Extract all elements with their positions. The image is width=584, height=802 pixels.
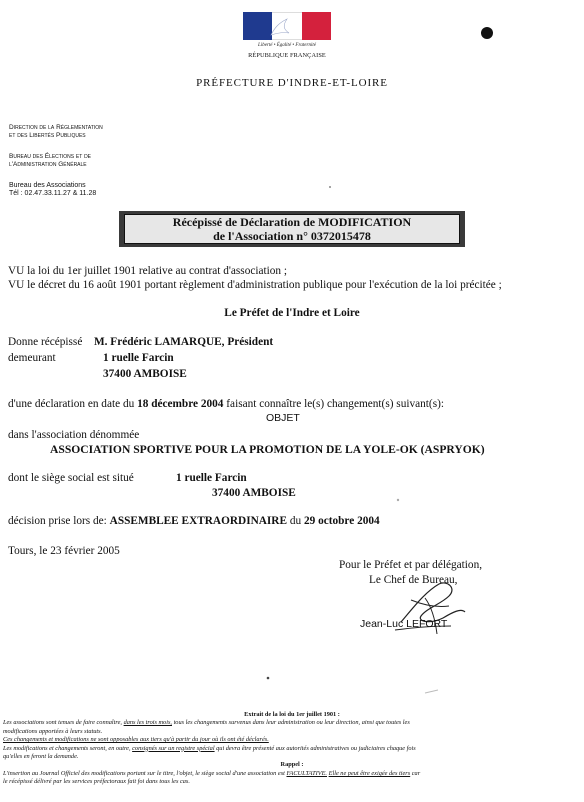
decision-du: du xyxy=(289,515,302,527)
extract-p1-underlined: dans les trois mois, xyxy=(123,719,172,727)
associations-bureau: Bureau des Associations xyxy=(9,182,86,189)
demeurant-label: demeurant xyxy=(8,352,56,364)
rappel-facultative: FACULTATIVE. xyxy=(286,769,328,777)
extract-p1 xyxy=(3,719,581,727)
extract-title: Extrait de la loi du 1er juillet 1901 : xyxy=(244,711,340,718)
extract-p2: Ces changements et modifications ne sont opposables aux tiers qu'à partir du jour où ils ont été déclarés. xyxy=(3,736,269,744)
direction-line1: Direction de la Réglementation xyxy=(9,124,103,131)
delegation-line: Pour le Préfet et par délégation, xyxy=(339,559,483,571)
siege-city: 37400 AMBOISE xyxy=(212,487,296,499)
republic-label: RÉPUBLIQUE FRANÇAISE xyxy=(248,52,326,59)
extract-p1-start: Les associations sont tenues de faire connaître, xyxy=(3,719,122,727)
declaration-prefix: d'une déclaration en date du xyxy=(8,398,135,410)
rappel-car: car xyxy=(411,769,421,777)
bureau-line1: Bureau des Élections et de xyxy=(9,153,92,160)
prefect-heading: Le Préfet de l'Indre et Loire xyxy=(224,307,360,319)
place-date: Tours, le 23 février 2005 xyxy=(8,545,120,557)
donne-label: Donne récépissé xyxy=(8,336,83,348)
declaration-date: 18 décembre 2004 xyxy=(137,398,224,410)
extract-p3 xyxy=(3,745,581,753)
extract-p3-underlined: consignés sur un registre spécial xyxy=(132,744,215,752)
association-label: dans l'association dénommée xyxy=(8,429,140,441)
decision-type: ASSEMBLEE EXTRAORDINAIRE xyxy=(109,515,287,527)
legal-basis-decree: VU le décret du 16 août 1901 portant règlement d'administration publique pour l'exécution de la loi précitée ; xyxy=(8,279,502,291)
direction-line2: et des Libertés Publiques xyxy=(9,132,86,139)
president-address-street: 1 ruelle Farcin xyxy=(103,352,174,364)
legal-extract xyxy=(3,711,581,787)
bureau-line2: l'Administration Générale xyxy=(9,161,87,168)
rappel-line2: le récépissé délivré par les services préfectoraux fait foi dans tous les cas. xyxy=(3,778,190,786)
extract-p1-end: tous les changements survenus dans leur administration ou leur direction, ainsi que toutes les xyxy=(173,719,410,727)
receipt-title-line2: de l'Association n° 0372015478 xyxy=(213,229,371,243)
siege-label: dont le siège social est situé xyxy=(8,472,134,484)
extract-p1-cont: modifications apportées à leurs statuts. xyxy=(3,727,103,735)
phone-number: Tél : 02.47.33.11.27 & 11.28 xyxy=(9,190,97,197)
declaration-suffix: faisant connaître le(s) changement(s) suivant(s): xyxy=(226,398,444,410)
bureau-chief-line: Le Chef de Bureau, xyxy=(369,574,458,586)
rappel-start: L'insertion au Journal Officiel des modifications portant sur le titre, l'objet, le siège social d'une association est xyxy=(3,769,285,777)
decision-date: 29 octobre 2004 xyxy=(303,515,380,527)
extract-p3-end: qui devra être présenté aux autorités administratives ou judiciaires chaque fois xyxy=(216,744,416,752)
rappel-tiers: Elle ne peut être exigée des tiers xyxy=(328,769,411,777)
extract-p3-cont: qu'elles en feront la demande. xyxy=(3,753,79,761)
siege-street: 1 ruelle Farcin xyxy=(176,472,247,484)
legal-basis-law: VU la loi du 1er juillet 1901 relative au contrat d'association ; xyxy=(8,265,288,277)
decision-prefix: décision prise lors de: xyxy=(8,515,107,527)
motto: Liberté • Égalité • Fraternité xyxy=(258,43,316,48)
president-name: M. Frédéric LAMARQUE, Président xyxy=(94,336,274,348)
rappel-title: Rappel : xyxy=(280,761,304,769)
association-name: ASSOCIATION SPORTIVE POUR LA PROMOTION DE LA YOLE-OK (ASPRYOK) xyxy=(50,443,485,456)
prefecture-title: PRÉFECTURE D'INDRE-ET-LOIRE xyxy=(196,77,388,89)
change-objet: OBJET xyxy=(266,412,300,424)
president-address-city: 37400 AMBOISE xyxy=(103,368,187,380)
signatory-name: Jean-Luc LEFORT xyxy=(360,618,448,630)
rappel-line1 xyxy=(3,770,581,778)
receipt-title-line1: Récépissé de Déclaration de MODIFICATION xyxy=(172,215,412,229)
extract-p3-start: Les modifications et changements seront, en outre, xyxy=(3,744,131,752)
